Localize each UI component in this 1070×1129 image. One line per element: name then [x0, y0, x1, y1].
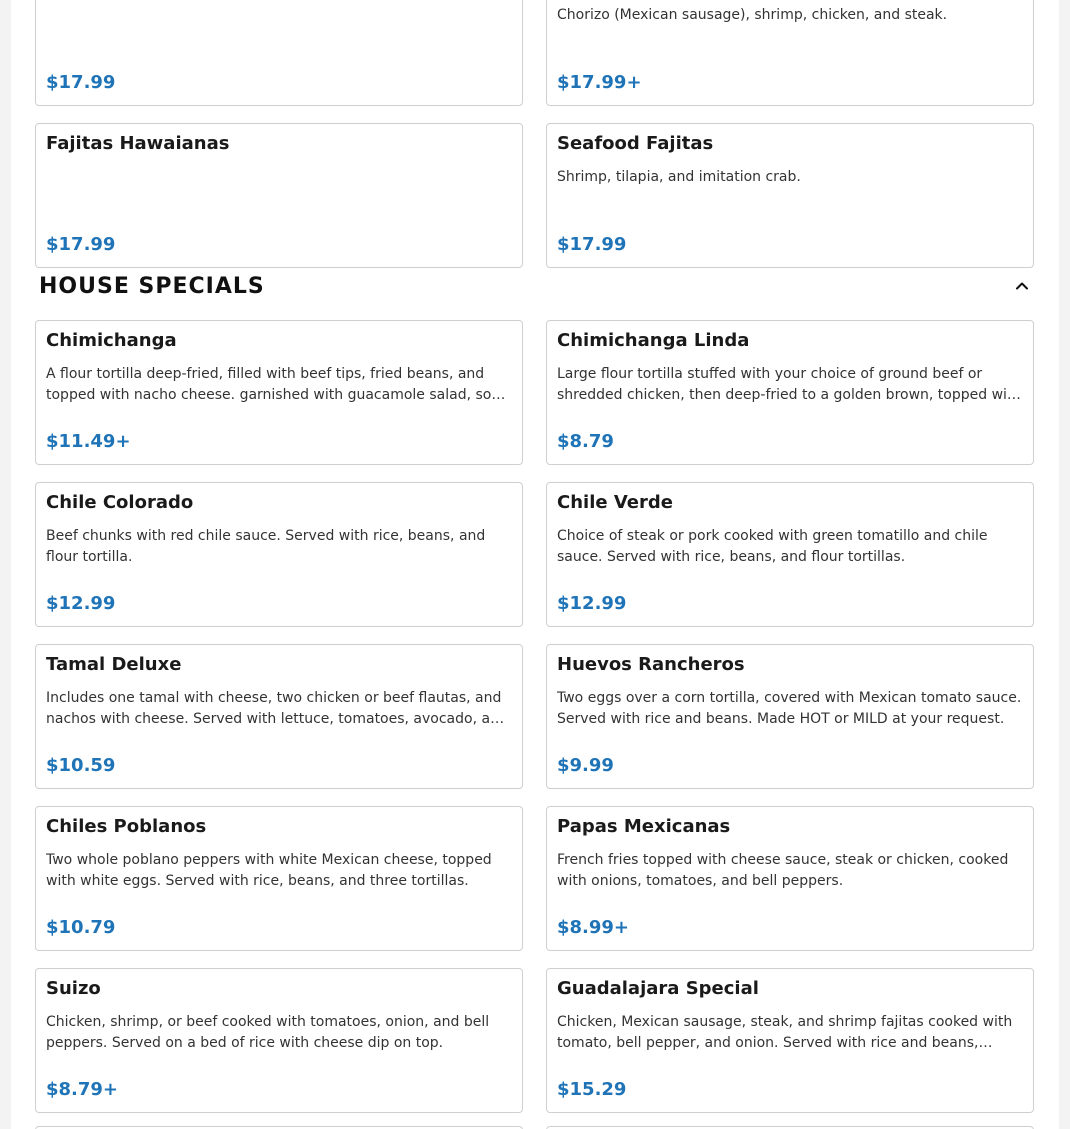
menu-item-card[interactable]	[35, 0, 523, 106]
item-name: Chile Verde	[557, 492, 673, 513]
menu-item-card[interactable]	[546, 320, 1034, 465]
menu-page	[11, 0, 1059, 1129]
item-description: Chicken, shrimp, or beef cooked with tomatoes, onion, and bell peppers. Served on a bed of rice with cheese dip on top.	[46, 1014, 490, 1051]
fajitas-grid	[35, 0, 1034, 268]
menu-item-card[interactable]	[35, 644, 523, 789]
item-name: Chimichanga Linda	[557, 330, 750, 351]
item-name: Papas Mexicanas	[557, 816, 731, 837]
item-description: Includes one tamal with cheese, two chicken or beef flautas, and nachos with cheese. Served with lettuce, tomatoes, avocado, a…	[46, 690, 505, 727]
menu-item-card[interactable]	[546, 482, 1034, 627]
menu-item-card[interactable]	[546, 0, 1034, 106]
menu-item-card[interactable]	[546, 968, 1034, 1113]
item-name: Guadalajara Special	[557, 978, 759, 999]
item-name: Tamal Deluxe	[46, 654, 182, 675]
item-price: $11.49+	[46, 431, 131, 452]
item-name: Suizo	[46, 978, 101, 999]
item-price: $12.99	[557, 593, 627, 614]
item-description: A flour tortilla deep-fried, filled with beef tips, fried beans, and topped with nacho cheese. garnished with guacamole salad, so…	[46, 366, 506, 403]
item-name: Fajitas Hawaianas	[46, 133, 230, 154]
item-description: French fries topped with cheese sauce, steak or chicken, cooked with onions, tomatoes, and bell peppers.	[557, 852, 1009, 889]
item-price: $17.99	[46, 72, 116, 93]
menu-item-card[interactable]	[546, 644, 1034, 789]
item-name: Huevos Rancheros	[557, 654, 745, 675]
item-description: Shrimp, tilapia, and imitation crab.	[557, 169, 801, 185]
menu-item-card[interactable]	[546, 123, 1034, 268]
item-description: Two whole poblano peppers with white Mexican cheese, topped with white eggs. Served with rice, beans, and three tortillas.	[46, 852, 492, 889]
item-price: $15.29	[557, 1079, 627, 1100]
item-price: $8.79+	[46, 1079, 119, 1100]
item-price: $17.99+	[557, 72, 642, 93]
house-specials-grid	[35, 320, 1034, 1113]
item-price: $17.99	[46, 234, 116, 255]
item-price: $10.59	[46, 755, 116, 776]
item-name: Chiles Poblanos	[46, 816, 207, 837]
menu-item-card[interactable]	[35, 320, 523, 465]
menu-item-card[interactable]	[35, 482, 523, 627]
item-name: Chimichanga	[46, 330, 177, 351]
menu-item-card[interactable]	[35, 968, 523, 1113]
item-description: Choice of steak or pork cooked with green tomatillo and chile sauce. Served with rice, beans, and flour tortillas.	[557, 528, 988, 565]
item-price: $10.79	[46, 917, 116, 938]
chevron-up-icon[interactable]	[1010, 274, 1034, 298]
item-price: $12.99	[46, 593, 116, 614]
item-price: $17.99	[557, 234, 627, 255]
item-price: $8.99+	[557, 917, 630, 938]
item-description: Two eggs over a corn tortilla, covered with Mexican tomato sauce. Served with rice and beans. Made HOT or MILD at your request.	[557, 690, 1022, 727]
item-name: Seafood Fajitas	[557, 133, 714, 154]
menu-item-card[interactable]	[35, 123, 523, 268]
menu-item-card[interactable]	[546, 806, 1034, 951]
section-title: HOUSE SPECIALS	[39, 273, 265, 299]
item-description: Beef chunks with red chile sauce. Served with rice, beans, and flour tortilla.	[46, 528, 486, 565]
item-price: $9.99	[557, 755, 614, 776]
item-price: $8.79	[557, 431, 614, 452]
item-description: Chicken, Mexican sausage, steak, and shrimp fajitas cooked with tomato, bell pepper, and onion. Served with rice and beans,…	[557, 1014, 1013, 1051]
item-description: Chorizo (Mexican sausage), shrimp, chicken, and steak.	[557, 7, 948, 23]
item-description: Large flour tortilla stuffed with your choice of ground beef or shredded chicken, then deep-fried to a golden brown, topped wi…	[557, 366, 1021, 403]
menu-item-card[interactable]	[35, 806, 523, 951]
item-name: Chile Colorado	[46, 492, 194, 513]
house-specials-header[interactable]	[35, 265, 1034, 307]
